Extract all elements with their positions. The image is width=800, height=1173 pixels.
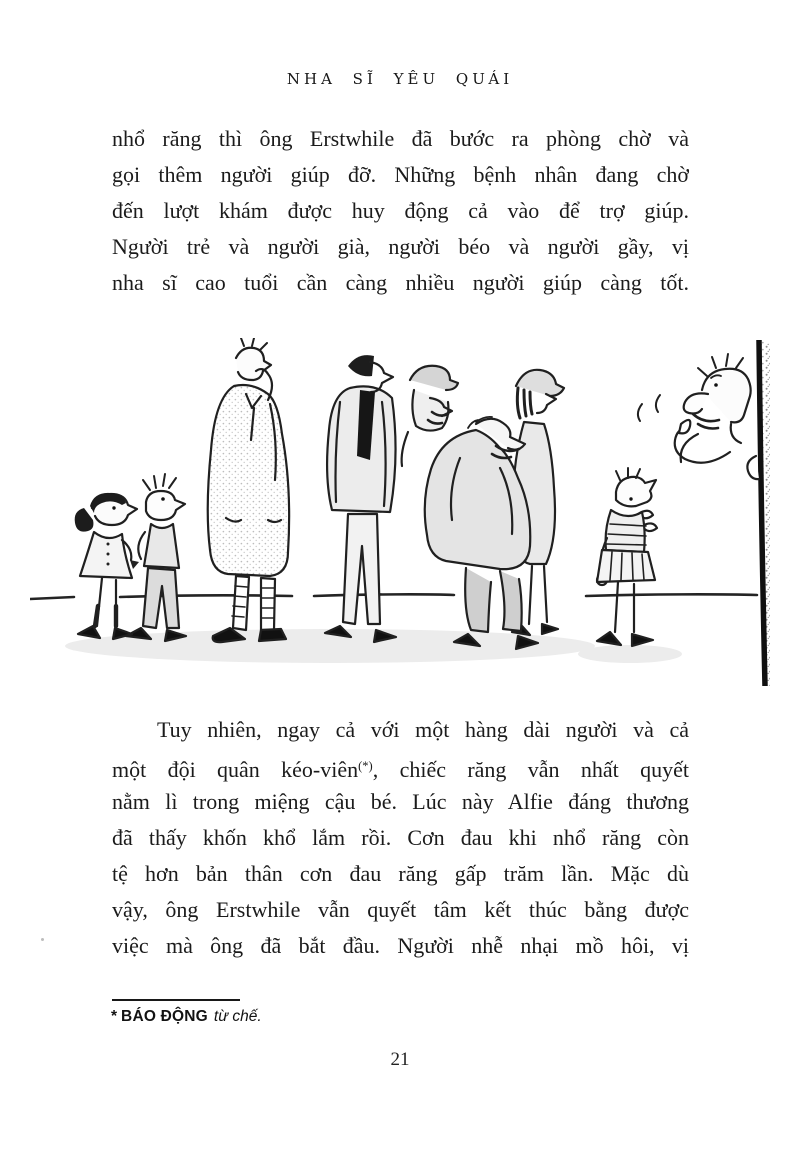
- footnote-definition: từ chế.: [213, 1008, 262, 1025]
- footnote-marker: *: [111, 1008, 118, 1025]
- thin-man-figure: [325, 355, 396, 642]
- footnote: [111, 1005, 611, 1029]
- body-paragraph-1: [112, 121, 689, 301]
- boy-figure: [126, 474, 186, 641]
- text-line: đã thấy khốn khổ lắm rồi. Cơn đau khi nhổ răng còn: [112, 825, 689, 850]
- text-line: [112, 748, 689, 784]
- dentist-figure: [638, 354, 751, 463]
- text-line: việc mà ông đã bắt đầu. Người nhễ nhại mồ hôi, vị: [112, 933, 689, 958]
- ground-line: [30, 594, 757, 599]
- footnote-term: BÁO ĐỘNG: [121, 1008, 208, 1025]
- text-line: tệ hơn bản thân cơn đau răng gấp trăm lần. Mặc dù: [112, 861, 689, 886]
- text-segment: , chiếc răng vẫn nhất quyết: [372, 757, 689, 782]
- body-paragraph-2: [112, 712, 689, 964]
- text-line: nhổ răng thì ông Erstwhile đã bước ra phòng chờ và: [112, 126, 689, 151]
- text-line: vậy, ông Erstwhile vẫn quyết tâm kết thúc bằng được: [112, 897, 689, 922]
- scan-speck: [41, 938, 44, 941]
- page-number: 21: [390, 1049, 410, 1070]
- text-segment: một đội quân kéo-viên: [112, 757, 359, 782]
- text-line: đến lượt khám được huy động cả vào để trợ giúp.: [112, 198, 689, 223]
- text-line: gọi thêm người giúp đỡ. Những bệnh nhân đang chờ: [112, 162, 689, 187]
- ground-shadow: [65, 629, 682, 663]
- text-line: nha sĩ cao tuổi cần càng nhiều người giúp càng tốt.: [112, 270, 689, 295]
- footnote-reference: (*): [358, 759, 373, 773]
- text-line: Tuy nhiên, ngay cả với một hàng dài người và cả: [157, 717, 689, 742]
- child-patient-figure: [597, 468, 657, 646]
- footnote-rule: [112, 999, 240, 1001]
- text-line: Người trẻ và người già, người béo và người gầy, vị: [112, 234, 689, 259]
- text-line: nằm lì trong miệng cậu bé. Lúc này Alfie đáng thương: [112, 789, 689, 814]
- girl-figure: [75, 493, 139, 639]
- running-header: NHA SĨ YÊU QUÁI: [286, 70, 514, 88]
- queue-illustration: [30, 338, 770, 686]
